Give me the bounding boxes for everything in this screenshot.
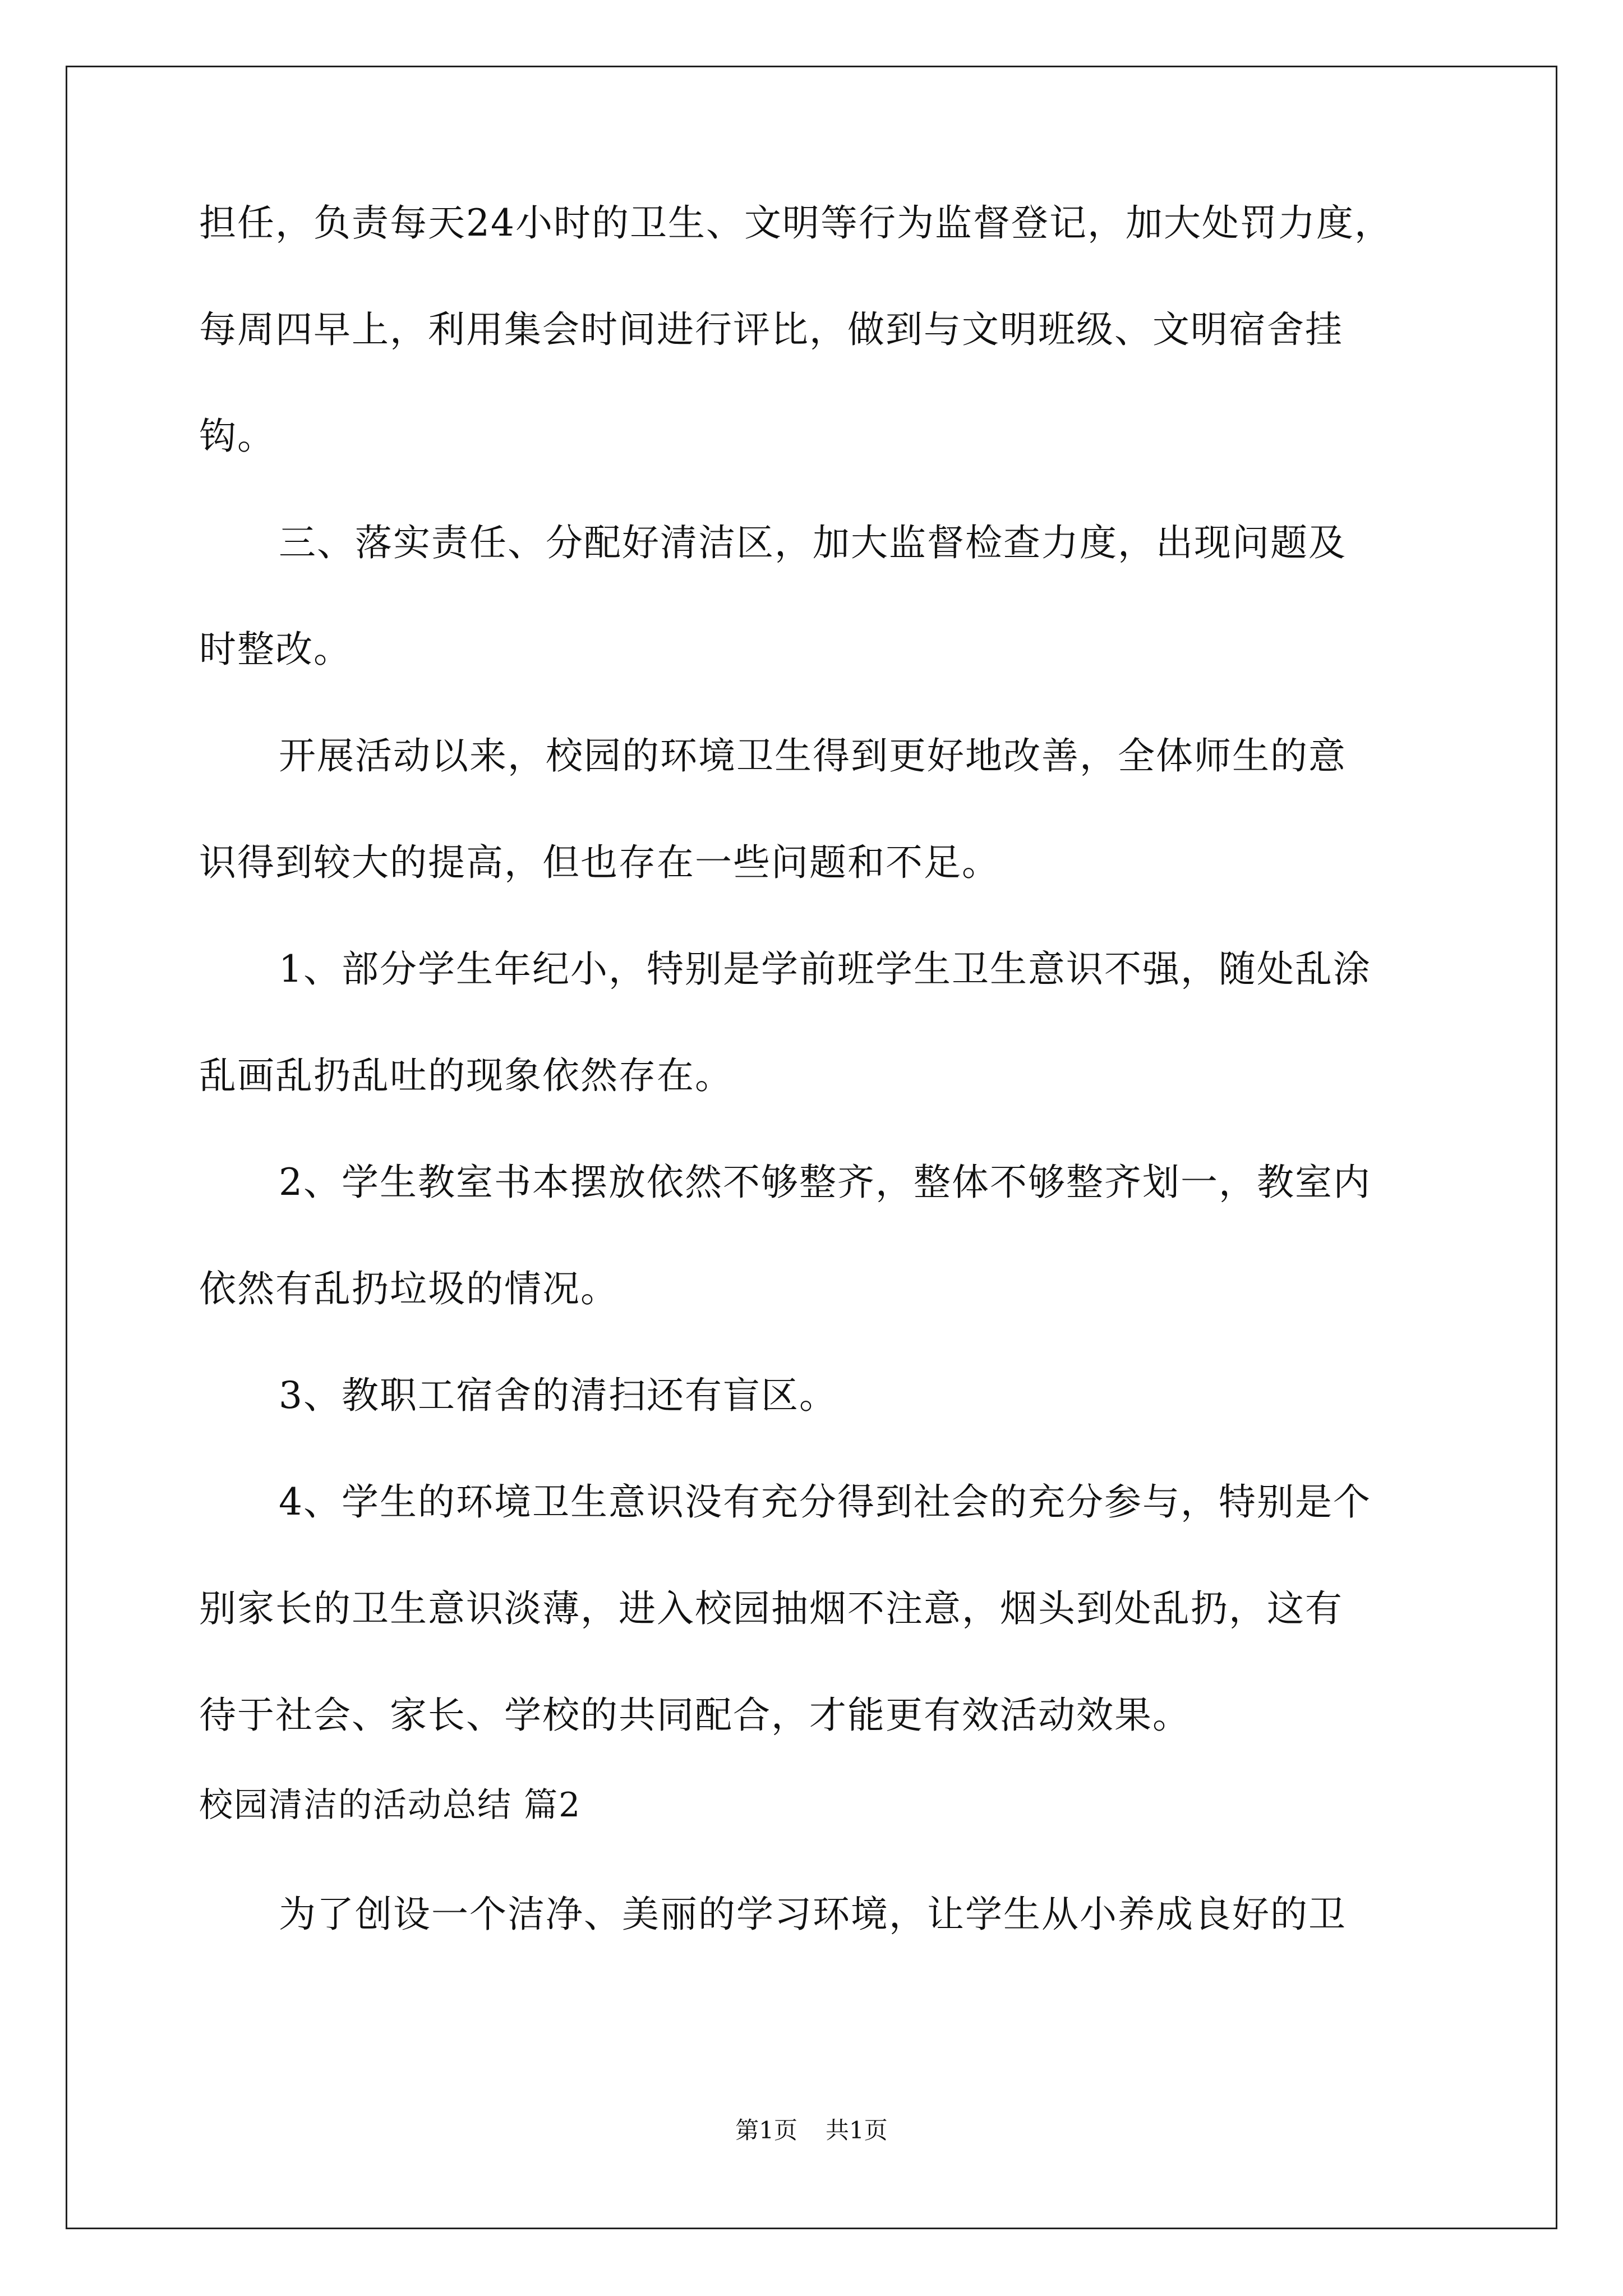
text-line: [199, 729, 1433, 836]
page-footer: [0, 2112, 1623, 2146]
paragraph-line: 3、教职工宿舍的清扫还有盲区。: [279, 1374, 837, 1417]
paragraph-line: 为了创设一个洁净、美丽的学习环境，让学生从小养成良好的卫: [279, 1893, 1347, 1936]
paragraph-line: 时整改。: [199, 628, 352, 671]
paragraph-line: 待于社会、家长、学校的共同配合，才能更有效活动效果。: [199, 1694, 1191, 1737]
text-line: [199, 1369, 1433, 1475]
paragraph-line: 三、落实责任、分配好清洁区，加大监督检查力度，出现问题及: [279, 521, 1347, 564]
paragraph-line: 乱画乱扔乱吐的现象依然存在。: [199, 1054, 733, 1097]
text-line: [199, 196, 1433, 303]
paragraph-line: 2、学生教室书本摆放依然不够整齐，整体不够整齐划一，教室内: [279, 1161, 1371, 1204]
text-line: [199, 623, 1433, 729]
paragraph-line: 识得到较大的提高，但也存在一些问题和不足。: [199, 841, 1000, 884]
text-line: [199, 1049, 1433, 1156]
text-line: [199, 1262, 1433, 1369]
section-heading-row: [199, 1778, 1433, 1888]
paragraph-line: 1、部分学生年纪小，特别是学前班学生卫生意识不强，随处乱涂: [279, 947, 1371, 991]
text-line: [199, 409, 1433, 516]
page-number: 第1页: [735, 2116, 797, 2144]
paragraph-line: 别家长的卫生意识淡薄，进入校园抽烟不注意，烟头到处乱扔，这有: [199, 1587, 1343, 1630]
paragraph-line: 钩。: [199, 415, 275, 458]
section-heading: 校园清洁的活动总结 篇2: [199, 1786, 582, 1825]
text-line: [199, 1688, 1433, 1778]
text-line: [199, 516, 1433, 623]
text-line: [199, 942, 1433, 1049]
text-line: [199, 1475, 1433, 1582]
paragraph-line: 依然有乱扔垃圾的情况。: [199, 1267, 619, 1310]
text-line: [199, 836, 1433, 942]
text-line: [199, 1582, 1433, 1688]
text-line: [199, 1888, 1433, 1994]
document-body: [199, 196, 1433, 1994]
paragraph-line: 担任，负责每天24小时的卫生、文明等行为监督登记，加大处罚力度，: [199, 201, 1393, 245]
text-line: [199, 303, 1433, 409]
paragraph-line: 开展活动以来，校园的环境卫生得到更好地改善，全体师生的意: [279, 734, 1347, 777]
page-total: 共1页: [826, 2116, 888, 2144]
paragraph-line: 4、学生的环境卫生意识没有充分得到社会的充分参与，特别是个: [279, 1480, 1371, 1524]
text-line: [199, 1156, 1433, 1262]
paragraph-line: 每周四早上，利用集会时间进行评比，做到与文明班级、文明宿舍挂: [199, 308, 1343, 351]
